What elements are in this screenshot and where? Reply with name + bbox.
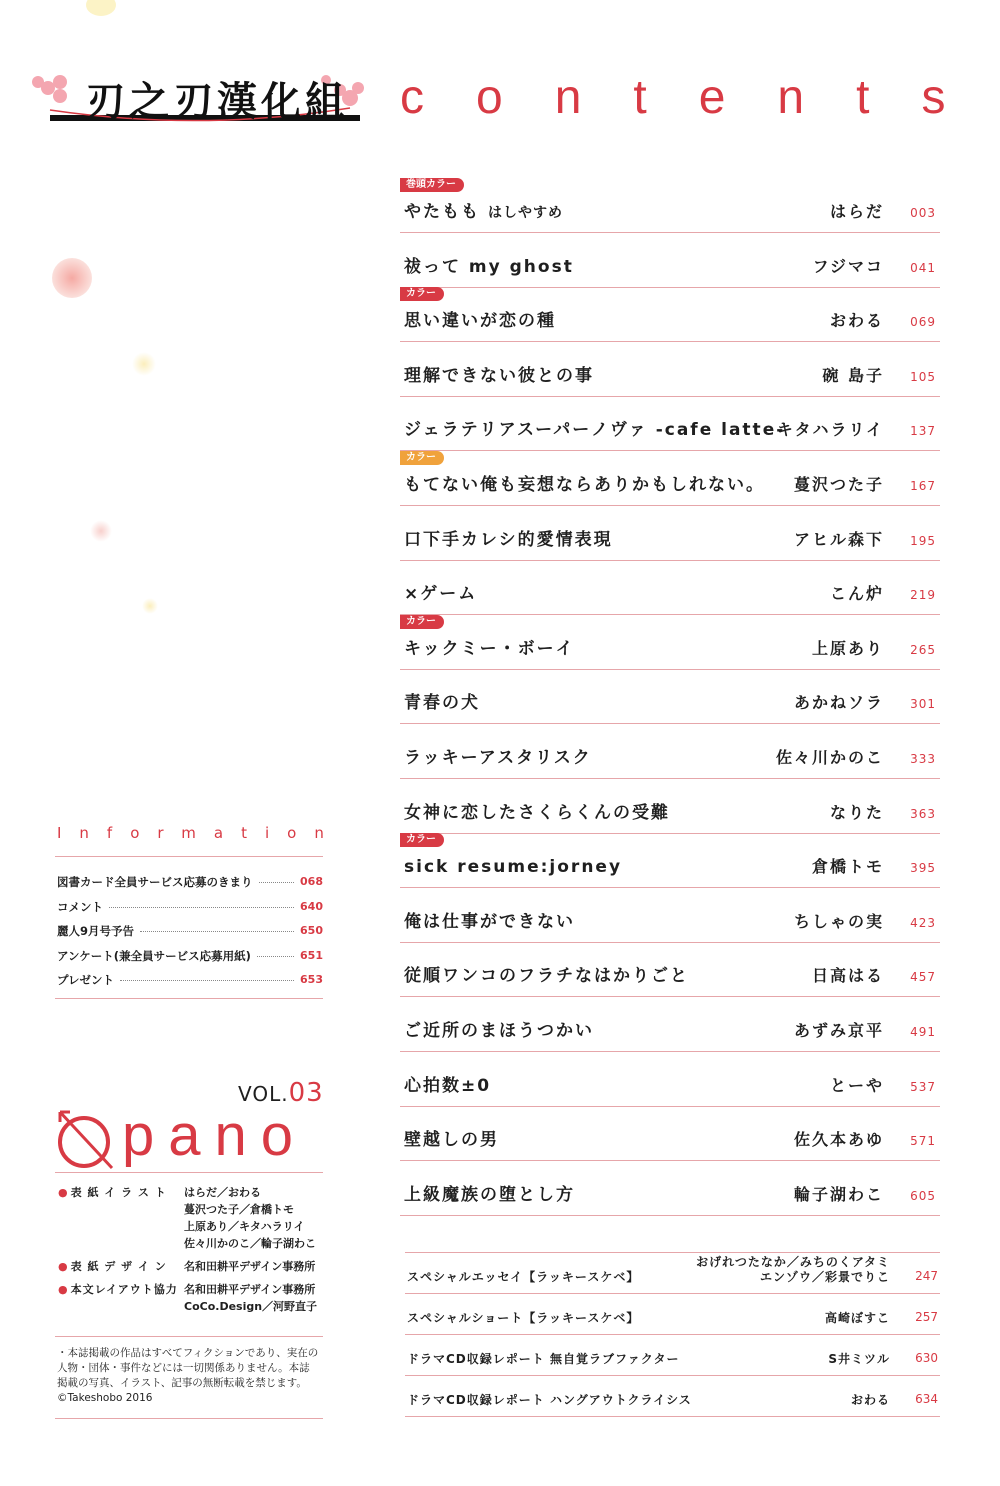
toc-entry[interactable] xyxy=(400,508,940,561)
toc-entry[interactable] xyxy=(400,671,940,724)
special-entry-author-line: エンゾウ／彩景でりこ xyxy=(759,1270,890,1284)
credit-values xyxy=(184,1184,328,1252)
toc-entry-title-text: 祓って my ghost xyxy=(404,256,574,277)
toc-entry[interactable] xyxy=(400,562,940,615)
toc-entry-title-text: 思い違いが恋の種 xyxy=(404,311,556,332)
decorative-blob xyxy=(142,598,158,614)
toc-entry-author: 佐々川かのこ xyxy=(775,747,884,767)
information-item-page: 068 xyxy=(300,875,323,888)
leader-dots xyxy=(140,931,294,932)
note-line: 人物・団体・事件などには一切関係ありません。本誌 xyxy=(57,1362,310,1374)
information-item-page: 640 xyxy=(300,899,323,913)
toc-entry-title xyxy=(404,1125,499,1150)
toc-entry-title xyxy=(404,1071,491,1096)
toc-entry-page: 265 xyxy=(910,642,936,657)
information-item-label: コメント xyxy=(57,899,103,914)
toc-entry[interactable] xyxy=(400,180,940,233)
special-entry-page: 247 xyxy=(915,1269,938,1283)
toc-entry-title xyxy=(404,415,785,440)
special-entry-author xyxy=(851,1393,890,1408)
toc-entry-author: 碗 島子 xyxy=(822,365,884,385)
leader-dots xyxy=(259,882,294,883)
toc-entry-author: アヒル森下 xyxy=(793,529,884,549)
decorative-blob xyxy=(52,258,92,298)
toc-entry-title-text: やたもも xyxy=(404,202,480,222)
toc-entry-title-text: ×ゲーム xyxy=(404,584,478,605)
special-entry[interactable] xyxy=(405,1376,940,1417)
information-heading: Information xyxy=(57,824,342,842)
toc-entry-page: 457 xyxy=(910,970,936,985)
toc-entry-author: 倉橋トモ xyxy=(811,857,884,877)
credit-line: 蔓沢つた子／倉橋トモ xyxy=(184,1203,294,1216)
table-of-contents xyxy=(400,180,940,1217)
information-item[interactable] xyxy=(57,921,323,946)
toc-entry-title-text: もてない俺も妄想ならありかもしれない。 xyxy=(404,474,765,495)
special-entry-title: スペシャルショート【ラッキースケベ】 xyxy=(407,1311,640,1325)
divider xyxy=(55,856,323,857)
toc-entry-title xyxy=(404,1016,594,1041)
toc-entry-title xyxy=(404,743,592,768)
decorative-blob xyxy=(86,0,116,16)
toc-entry-page: 395 xyxy=(910,861,936,876)
special-entry[interactable] xyxy=(405,1253,940,1294)
credit-label: ● 本文レイアウト協力 xyxy=(58,1281,178,1297)
toc-entry-title xyxy=(404,252,574,277)
special-entry-author-line: 高崎ぼすこ xyxy=(824,1311,890,1325)
special-entry-title: ドラマCD収録レポート 無自覚ラブファクター xyxy=(407,1352,680,1366)
special-entry[interactable] xyxy=(405,1294,940,1335)
toc-entry-author: とーや xyxy=(829,1075,884,1095)
credit-line: はらだ／おわる xyxy=(184,1186,261,1199)
toc-entry-page: 423 xyxy=(910,915,936,930)
decorative-blob xyxy=(132,352,156,376)
toc-entry-author: ちしゃの実 xyxy=(793,911,884,931)
toc-entry-title-text: 口下手カレシ的愛情表現 xyxy=(404,529,613,550)
toc-entry-page: 041 xyxy=(910,260,936,275)
information-item-label: プレゼント xyxy=(57,973,115,987)
toc-entry-page: 219 xyxy=(910,588,936,603)
credit-line: 名和田耕平デザイン事務所 xyxy=(184,1260,316,1273)
special-entry-author xyxy=(828,1352,890,1367)
toc-entry-title xyxy=(404,1180,575,1205)
divider xyxy=(55,1336,323,1337)
special-entry-title: ドラマCD収録レポート ハングアウトクライシス xyxy=(407,1393,692,1407)
toc-entry-author: なりた xyxy=(829,802,884,822)
credit-label: ● 表 紙 デ ザ イ ン xyxy=(58,1258,167,1274)
volume-prefix: VOL. xyxy=(238,1082,289,1106)
information-item-page: 650 xyxy=(300,924,323,937)
credit-values xyxy=(184,1281,328,1315)
toc-entry[interactable] xyxy=(400,1108,940,1161)
information-list xyxy=(57,872,323,995)
copyright: ©Takeshobo 2016 xyxy=(57,1392,153,1404)
page-title: contents xyxy=(400,71,998,124)
color-badge: 巻頭カラー xyxy=(400,178,464,192)
toc-entry-author: キタハラリイ xyxy=(776,420,884,440)
special-entry-page: 630 xyxy=(915,1351,938,1365)
special-entry-author-line: おげれつたなか／みちのくアタミ xyxy=(696,1255,890,1269)
special-features-list xyxy=(405,1252,940,1417)
toc-entry[interactable] xyxy=(400,781,940,834)
toc-entry-title-text: ジェラテリアスーパーノヴァ -cafe latte- xyxy=(404,420,786,441)
toc-entry-author: 上原あり xyxy=(811,638,884,658)
toc-entry-title-text: 理解できない彼との事 xyxy=(404,365,594,386)
credits xyxy=(58,1184,328,1321)
toc-entry-page: 605 xyxy=(910,1188,936,1203)
group-logo xyxy=(30,60,365,140)
toc-entry-page: 301 xyxy=(910,697,936,712)
toc-entry-author: 輪子湖わこ xyxy=(793,1184,884,1204)
credit-label: ● 表 紙 イ ラ ス ト xyxy=(58,1184,167,1200)
toc-entry-title xyxy=(404,579,477,604)
special-entry-author-line: S井ミツル xyxy=(828,1352,890,1366)
toc-entry-title xyxy=(404,361,594,386)
color-badge: カラー xyxy=(400,833,444,847)
credit-values xyxy=(184,1258,328,1275)
volume-number: 03 xyxy=(288,1078,324,1108)
toc-entry[interactable] xyxy=(400,453,940,506)
toc-entry-title xyxy=(404,525,613,550)
information-item[interactable] xyxy=(57,970,323,995)
toc-entry-title-text: ご近所のまほうつかい xyxy=(404,1020,594,1041)
toc-entry-title-text: ラッキーアスタリスク xyxy=(404,747,592,768)
toc-entry-page: 491 xyxy=(910,1024,936,1039)
toc-entry-title xyxy=(404,857,622,877)
information-item[interactable] xyxy=(57,946,323,971)
toc-entry-page: 003 xyxy=(910,206,936,220)
note-line: 掲載の写真、イラスト、記事の無断転載を禁じます。 xyxy=(57,1377,307,1389)
toc-entry-page: 363 xyxy=(910,806,936,821)
toc-entry-page: 571 xyxy=(910,1134,936,1149)
leader-dots xyxy=(257,956,294,957)
special-entry-title: スペシャルエッセイ【ラッキースケベ】 xyxy=(407,1270,640,1284)
special-entry-page: 634 xyxy=(915,1392,938,1406)
credit-entry xyxy=(58,1184,328,1252)
information-item[interactable] xyxy=(57,897,323,922)
toc-entry-page: 537 xyxy=(910,1079,936,1094)
toc-entry-page: 167 xyxy=(910,478,936,493)
information-item-label: 図書カード全員サービス応募のきまり xyxy=(57,875,253,889)
divider xyxy=(55,1172,323,1173)
toc-entry-author: フジマコ xyxy=(812,256,884,276)
toc-entry[interactable] xyxy=(400,617,940,670)
information-item-page: 651 xyxy=(300,948,323,962)
information-item-page: 653 xyxy=(300,973,323,986)
toc-entry-page: 137 xyxy=(910,424,936,439)
color-badge: カラー xyxy=(400,451,444,465)
toc-entry[interactable] xyxy=(400,835,940,888)
toc-entry[interactable] xyxy=(400,944,940,997)
color-badge: カラー xyxy=(400,615,444,629)
toc-entry-title xyxy=(404,688,480,713)
toc-entry-title-text: 俺は仕事ができない xyxy=(404,911,575,932)
toc-entry-author: おわる xyxy=(829,311,884,331)
toc-entry-title xyxy=(404,197,563,222)
toc-entry[interactable] xyxy=(400,890,940,943)
toc-entry-title xyxy=(404,907,575,932)
toc-entry[interactable] xyxy=(400,1054,940,1107)
credit-entry xyxy=(58,1281,328,1315)
toc-entry-subtitle: はしやすめ xyxy=(488,205,563,221)
toc-entry-title-text: 壁越しの男 xyxy=(404,1130,499,1151)
divider xyxy=(55,998,323,999)
toc-entry-title-text: sick resume:jorney xyxy=(404,857,623,878)
credit-line: 名和田耕平デザイン事務所 xyxy=(184,1283,316,1296)
toc-entry-title-text: 心拍数±0 xyxy=(404,1075,492,1096)
brand-mark-icon xyxy=(54,1106,124,1176)
group-logo-text: 刃之刃漢化組 xyxy=(85,78,349,125)
toc-entry-author: 日高はる xyxy=(811,966,884,986)
disclaimer-note xyxy=(57,1346,347,1406)
toc-entry-page: 105 xyxy=(910,369,936,384)
information-item-label: 麗人9月号予告 xyxy=(57,924,135,938)
color-badge: カラー xyxy=(400,287,444,301)
credit-entry xyxy=(58,1258,328,1275)
toc-entry-title-text: キックミー・ボーイ xyxy=(404,638,575,659)
toc-entry[interactable] xyxy=(400,344,940,397)
information-item-label: アンケート(兼全員サービス応募用紙) xyxy=(57,948,251,963)
toc-entry-page: 195 xyxy=(910,533,936,548)
toc-entry-page: 333 xyxy=(910,751,936,766)
special-entry-page: 257 xyxy=(915,1310,938,1324)
toc-entry-title xyxy=(404,798,670,823)
toc-entry-author: あかねソラ xyxy=(793,693,884,713)
toc-entry[interactable] xyxy=(400,398,940,451)
toc-entry-author: 佐久本あゆ xyxy=(793,1130,884,1150)
credit-line: CoCo.Design／河野直子 xyxy=(184,1300,318,1313)
credit-line: 佐々川かのこ／輪子湖わこ xyxy=(184,1237,316,1250)
toc-entry-author: はらだ xyxy=(829,202,884,221)
special-entry-author-line: おわる xyxy=(850,1393,890,1407)
special-entry[interactable] xyxy=(405,1335,940,1376)
information-item[interactable] xyxy=(57,872,323,897)
special-entry-author xyxy=(825,1311,890,1326)
toc-entry-title xyxy=(404,306,556,331)
divider xyxy=(55,1418,323,1419)
toc-entry[interactable] xyxy=(400,1163,940,1216)
toc-entry-author: こん炉 xyxy=(829,584,884,604)
leader-dots xyxy=(109,907,294,908)
toc-entry-title xyxy=(404,470,765,495)
toc-entry-title-text: 従順ワンコのフラチなはかりごと xyxy=(404,966,689,987)
toc-entry[interactable] xyxy=(400,999,940,1052)
toc-entry-author: 蔓沢つた子 xyxy=(793,474,884,494)
toc-entry-title-text: 上級魔族の堕とし方 xyxy=(404,1184,575,1205)
note-line: ・本誌掲載の作品はすべてフィクションであり、実在の xyxy=(57,1347,319,1359)
toc-entry-author: あずみ京平 xyxy=(793,1020,884,1040)
credit-line: 上原あり／キタハラリイ xyxy=(184,1220,305,1233)
brand-name: pano xyxy=(122,1103,308,1168)
toc-entry-title xyxy=(404,634,575,659)
toc-entry-page: 069 xyxy=(910,315,936,330)
toc-entry-title xyxy=(404,961,689,986)
decorative-blob xyxy=(90,520,112,542)
toc-entry-title-text: 青春の犬 xyxy=(404,693,480,714)
toc-entry[interactable] xyxy=(400,235,940,288)
toc-entry[interactable] xyxy=(400,289,940,342)
leader-dots xyxy=(120,980,294,981)
toc-entry-title-text: 女神に恋したさくらくんの受難 xyxy=(404,802,670,823)
toc-entry[interactable] xyxy=(400,726,940,779)
special-entry-author xyxy=(696,1255,890,1285)
